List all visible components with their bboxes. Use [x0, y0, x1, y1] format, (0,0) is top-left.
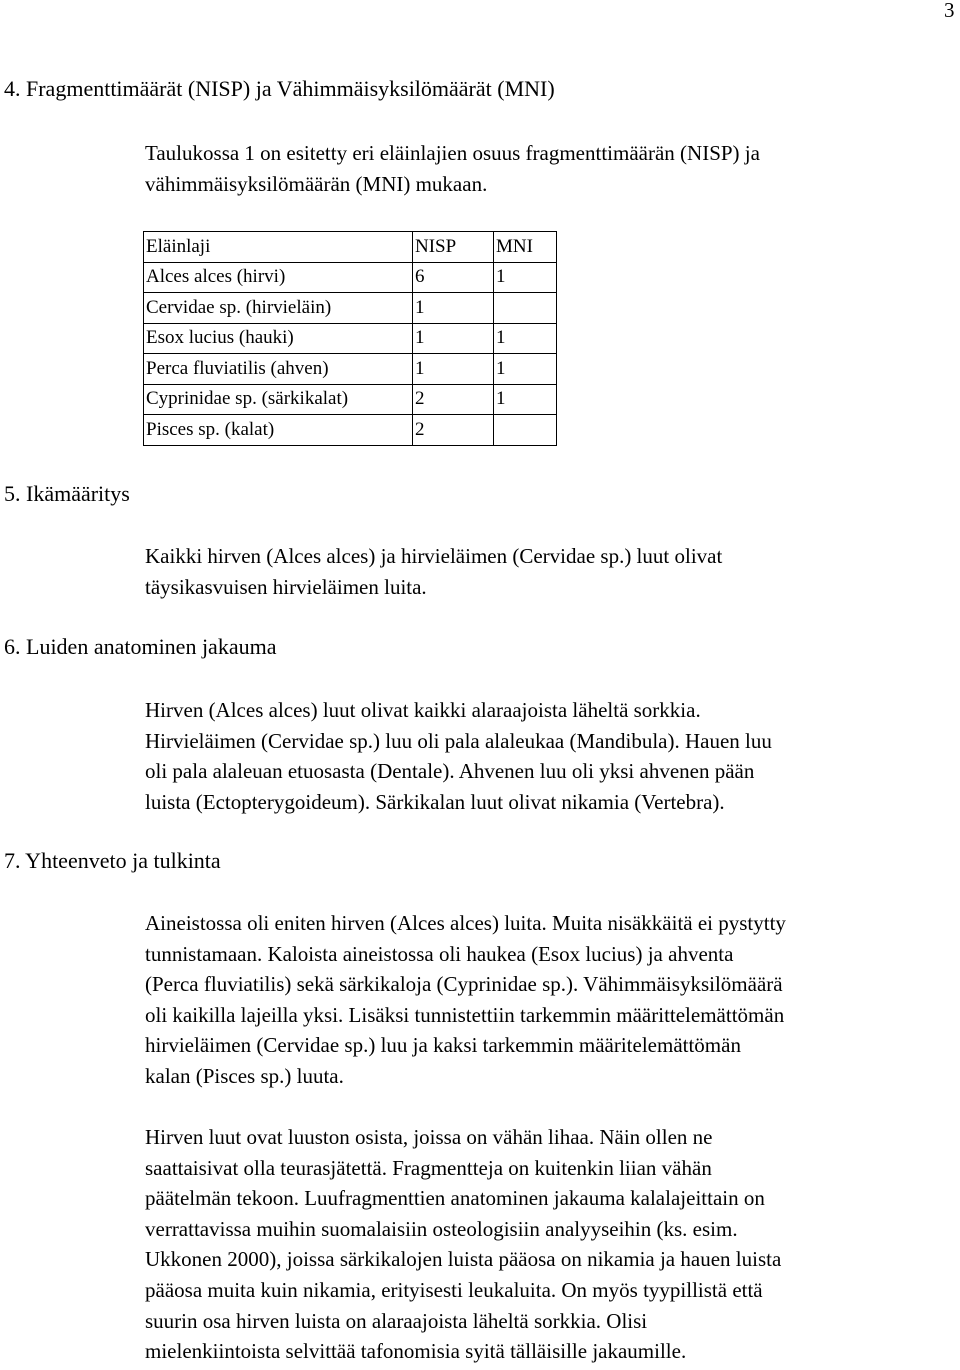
- text-line: verrattavissa muihin suomalaisiin osteologisiin analyyseihin (ks. esim.: [145, 1216, 738, 1241]
- section-5-heading: 5. Ikämääritys: [4, 481, 130, 506]
- text-line: Hirven (Alces alces) luut olivat kaikki alaraajoista läheltä sorkkia.: [145, 698, 701, 722]
- text-line: saattaisivat olla teurasjätettä. Fragmentteja on kuitenkin liian vähän: [145, 1155, 712, 1180]
- table-cell: 1: [413, 323, 494, 354]
- table-cell: 1: [494, 262, 557, 293]
- header-cell: MNI: [494, 232, 557, 263]
- text-line: Ukkonen 2000), joissa särkikalojen luista pääosa on nikamia ja hauen luista: [145, 1247, 782, 1272]
- text-line: Kaikki hirven (Alces alces) ja hirvieläimen (Cervidae sp.) luut olivat: [145, 544, 723, 568]
- text-line: luista (Ectopterygoideum). Särkikalan luut olivat nikamia (Vertebra).: [145, 789, 725, 814]
- table-cell: Perca fluviatilis (ahven): [144, 354, 413, 385]
- table-cell: 1: [413, 293, 494, 324]
- text-line: (Perca fluviatilis) sekä särkikaloja (Cyprinidae sp.). Vähimmäisyksilömäärä: [145, 972, 783, 997]
- text-line: hirvieläimen (Cervidae sp.) luu ja kaksi tarkemmin määritelemättömän: [145, 1033, 741, 1058]
- table-row: [144, 293, 557, 324]
- table-cell: 1: [494, 323, 557, 354]
- table-row: [144, 415, 557, 446]
- section-4-heading: 4. Fragmenttimäärät (NISP) ja Vähimmäisyksilömäärät (MNI): [4, 76, 555, 101]
- table-header-row: [144, 232, 557, 263]
- table-row: [144, 323, 557, 354]
- table-cell: 2: [413, 384, 494, 415]
- table-row: [144, 354, 557, 385]
- section-6-text: [145, 695, 960, 817]
- text-line: kalan (Pisces sp.) luuta.: [145, 1063, 344, 1088]
- table-cell: Cyprinidae sp. (särkikalat): [144, 384, 413, 415]
- text-line: täysikasvuisen hirvieläimen luita.: [145, 574, 427, 599]
- table-cell: [494, 293, 557, 324]
- section-6-heading: 6. Luiden anatominen jakauma: [4, 634, 277, 659]
- text-line: oli pala alaleuan etuosasta (Dentale). Ahvenen luu oli yksi ahvenen pään: [145, 759, 755, 784]
- table-cell: 2: [413, 415, 494, 446]
- species-table: [143, 231, 557, 446]
- text-line: mielenkiintoista selvittää tafonomisia syitä tälläisille jakaumille.: [145, 1339, 687, 1364]
- text-line: Taulukossa 1 on esitetty eri eläinlajien osuus fragmenttimäärän (NISP) ja: [145, 141, 760, 165]
- text-line: päätelmän tekoon. Luufragmenttien anatominen jakauma kalalajeittain on: [145, 1186, 765, 1211]
- section-4-intro: [145, 138, 960, 199]
- text-line: Hirven luut ovat luuston osista, joissa on vähän lihaa. Näin ollen ne: [145, 1125, 713, 1149]
- text-line: vähimmäisyksilömäärän (MNI) mukaan.: [145, 171, 488, 196]
- table-cell: 1: [413, 354, 494, 385]
- text-line: suurin osa hirven luista on alaraajoista läheltä sorkkia. Olisi: [145, 1308, 648, 1333]
- text-line: pääosa muita kuin nikamia, erityisesti leukaluita. On myös tyypillistä että: [145, 1277, 763, 1302]
- table-cell: Alces alces (hirvi): [144, 262, 413, 293]
- table-cell: 1: [494, 354, 557, 385]
- text-line: Hirvieläimen (Cervidae sp.) luu oli pala alaleukaa (Mandibula). Hauen luu: [145, 728, 772, 753]
- section-7-paragraph-2: [145, 1122, 960, 1367]
- table-row: [144, 384, 557, 415]
- header-cell: Eläinlaji: [144, 232, 413, 263]
- text-line: Aineistossa oli eniten hirven (Alces alces) luita. Muita nisäkkäitä ei pystytty: [145, 911, 786, 935]
- table-cell: 1: [494, 384, 557, 415]
- section-5-text: [145, 541, 960, 602]
- table-cell: Pisces sp. (kalat): [144, 415, 413, 446]
- section-7-heading: 7. Yhteenveto ja tulkinta: [4, 848, 221, 873]
- table-cell: Esox lucius (hauki): [144, 323, 413, 354]
- text-line: oli kaikilla lajeilla yksi. Lisäksi tunnistettiin tarkemmin määrittelemättömän: [145, 1002, 785, 1027]
- table-cell: 6: [413, 262, 494, 293]
- text-line: tunnistamaan. Kaloista aineistossa oli haukea (Esox lucius) ja ahventa: [145, 941, 734, 966]
- table-cell: Cervidae sp. (hirvieläin): [144, 293, 413, 324]
- section-7-paragraph-1: [145, 908, 960, 1092]
- table-row: [144, 262, 557, 293]
- page-number: 3: [944, 0, 955, 22]
- header-cell: NISP: [413, 232, 494, 263]
- table-cell: [494, 415, 557, 446]
